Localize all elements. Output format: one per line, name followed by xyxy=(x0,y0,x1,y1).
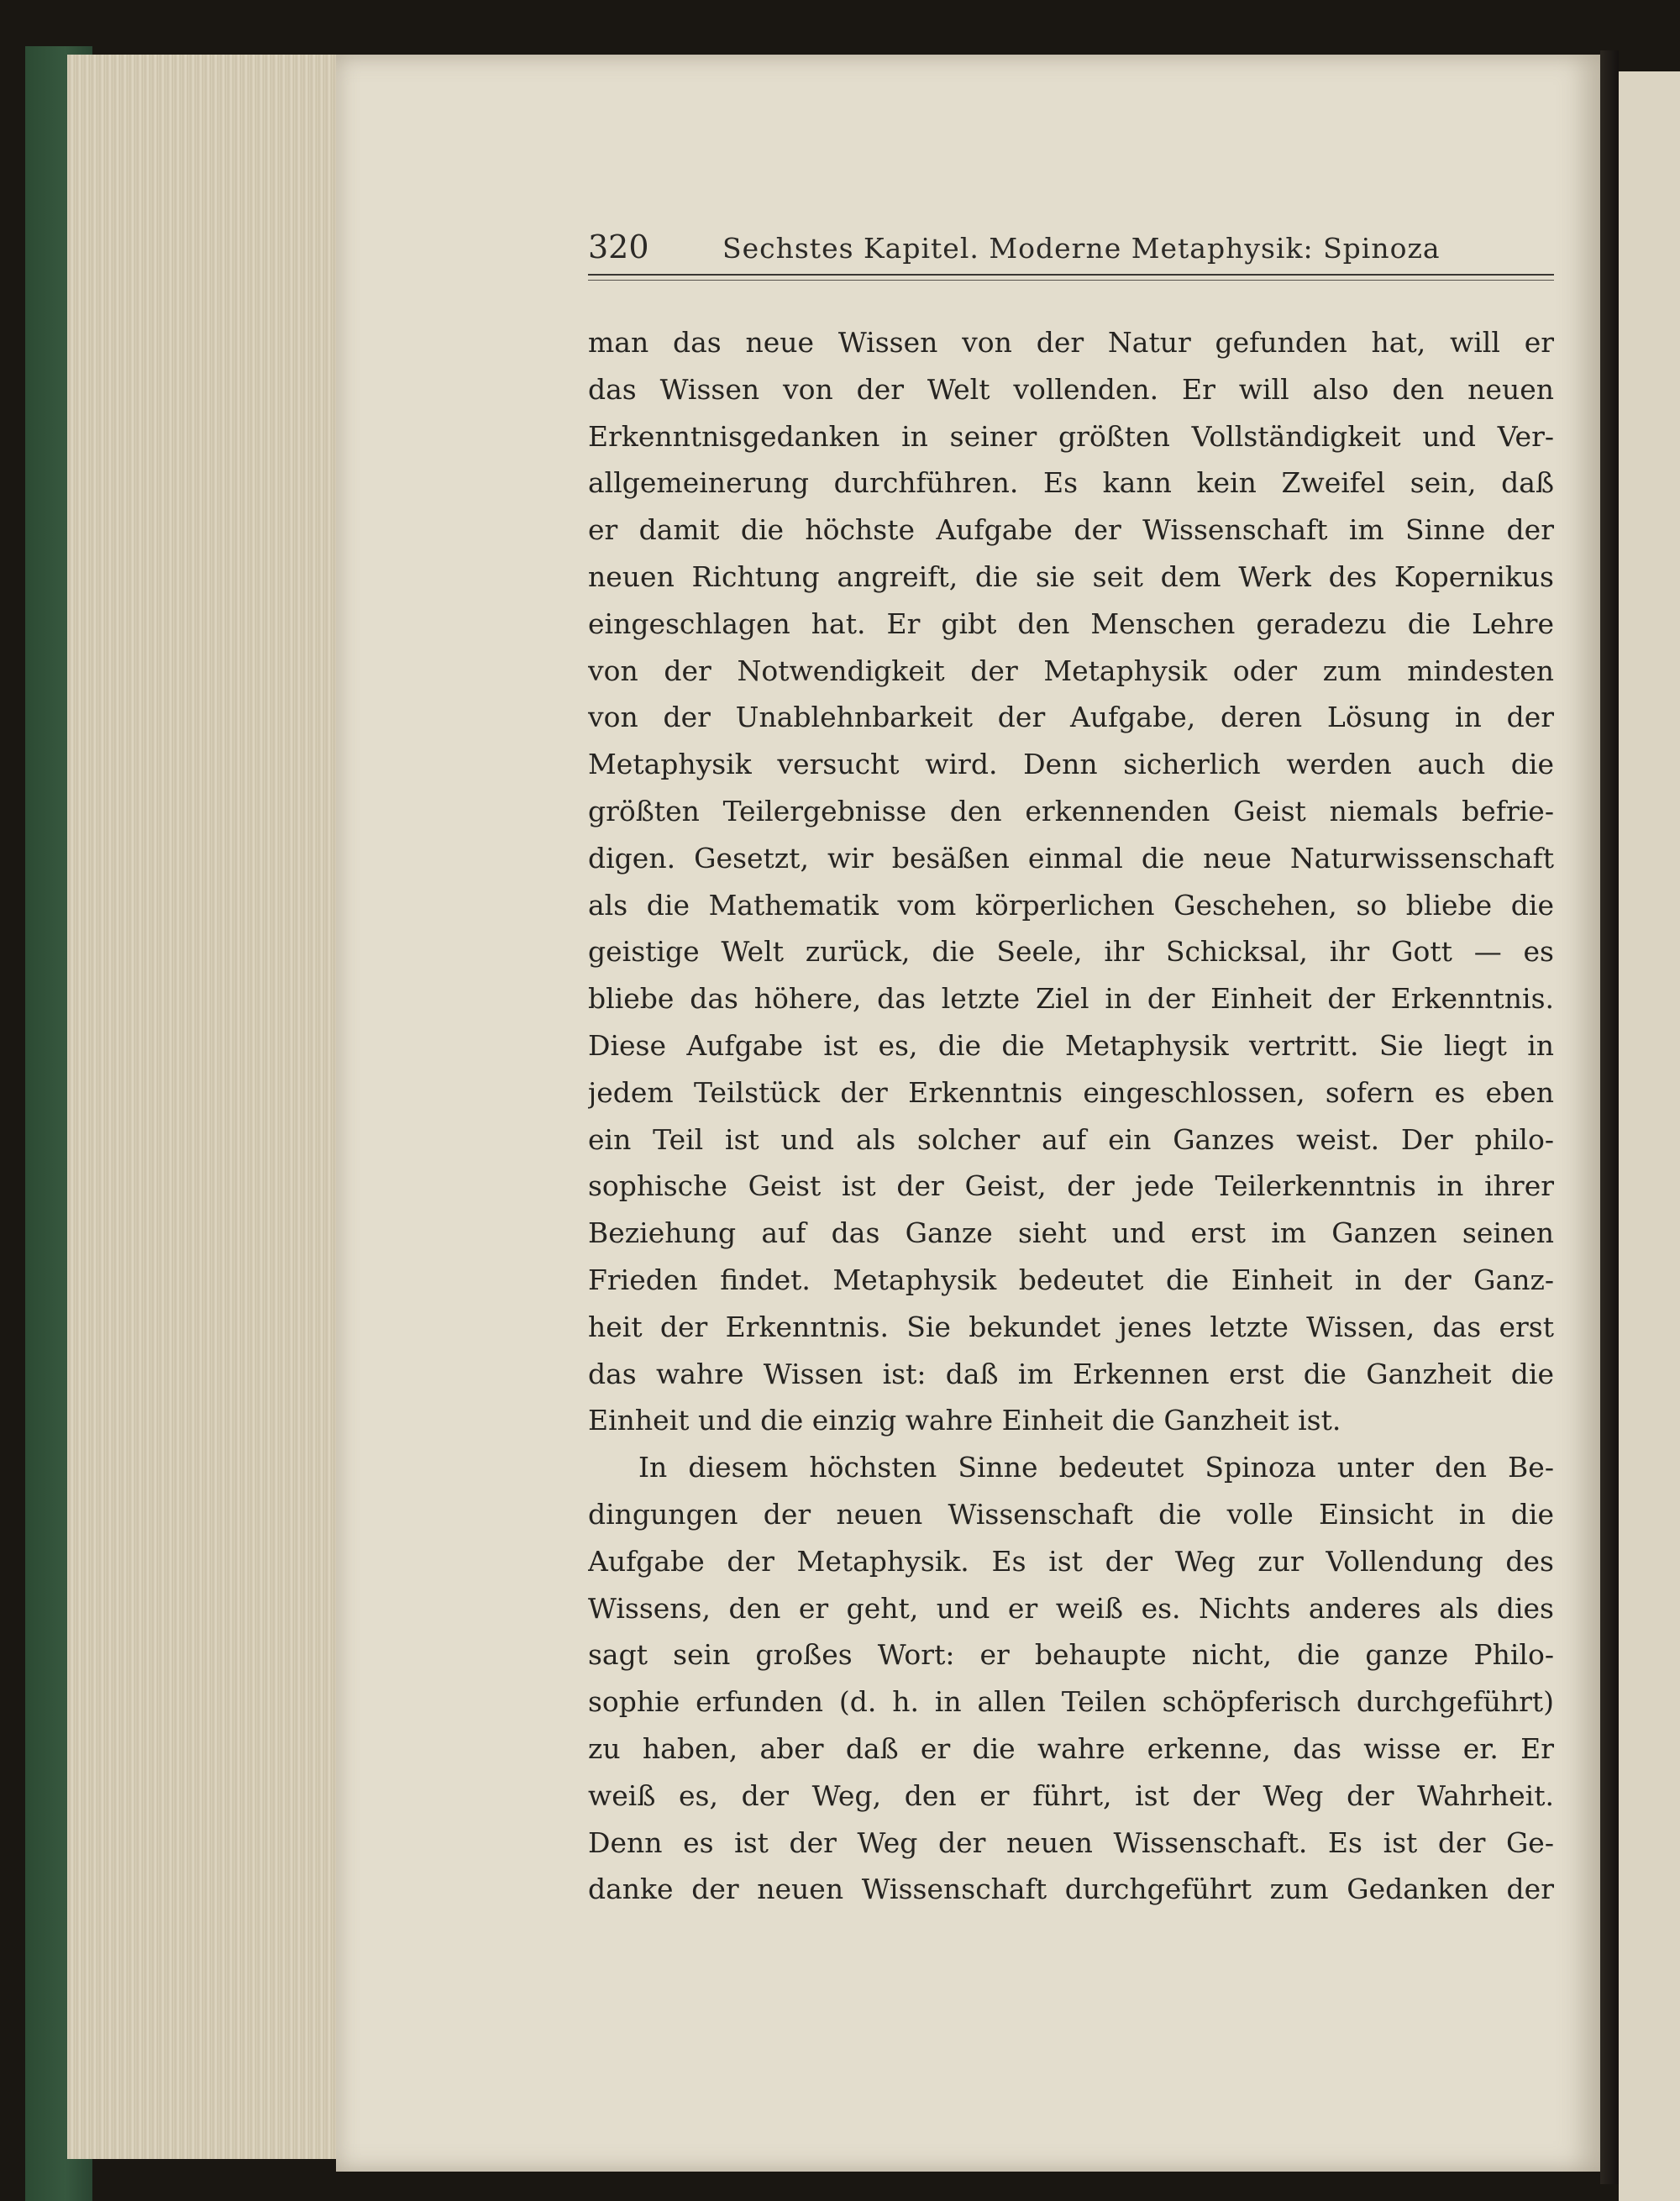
text-line: ein Teil ist und als solcher auf ein Ganzes weist. Der philo- xyxy=(588,1122,1554,1156)
text-line: Aufgabe der Metaphysik. Es ist der Weg zur Vollendung des xyxy=(588,1544,1554,1578)
text-line: man das neue Wissen von der Natur gefunden hat, will er xyxy=(588,326,1554,359)
book-gutter xyxy=(1600,50,1619,2184)
text-line: eingeschlagen hat. Er gibt den Menschen geradezu die Lehre xyxy=(588,607,1554,640)
text-line: allgemeinerung durchführen. Es kann kein Zweifel sein, daß xyxy=(588,466,1554,500)
text-line: dingungen der neuen Wissenschaft die volle Einsicht in die xyxy=(588,1497,1554,1531)
facing-page-edge xyxy=(1619,71,1680,2201)
text-line: neuen Richtung angreift, die sie seit dem Werk des Kopernikus xyxy=(588,559,1554,593)
header-rule xyxy=(588,274,1554,276)
text-line: sophie erfunden (d. h. in allen Teilen schöpferisch durchgeführt) xyxy=(588,1685,1554,1719)
text-line: Wissens, den er geht, und er weiß es. Nichts anderes als dies xyxy=(588,1591,1554,1625)
text-line: von der Notwendigkeit der Metaphysik oder zum mindesten xyxy=(588,654,1554,687)
text-line: sagt sein großes Wort: er behaupte nicht, die ganze Philo- xyxy=(588,1638,1554,1672)
text-line: als die Mathematik vom körperlichen Geschehen, so bliebe die xyxy=(588,888,1554,922)
text-line: bliebe das höhere, das letzte Ziel in der Einheit der Erkenntnis. xyxy=(588,982,1554,1016)
text-line: das wahre Wissen ist: daß im Erkennen erst die Ganzheit die xyxy=(588,1357,1554,1390)
running-head: Sechstes Kapitel. Moderne Metaphysik: Spinoza xyxy=(722,232,1441,265)
text-line: Metaphysik versucht wird. Denn sicherlich werden auch die xyxy=(588,748,1554,781)
text-line: er damit die höchste Aufgabe der Wissenschaft im Sinne der xyxy=(588,513,1554,547)
page-edges xyxy=(67,55,344,2159)
text-line: größten Teilergebnisse den erkennenden Geist niemals befrie- xyxy=(588,794,1554,827)
text-line: digen. Gesetzt, wir besäßen einmal die neue Naturwissenschaft xyxy=(588,841,1554,875)
text-line: Erkenntnisgedanken in seiner größten Vollständigkeit und Ver- xyxy=(588,419,1554,453)
body-text xyxy=(588,319,1554,1913)
paragraph-start-line: In diesem höchsten Sinne bedeutet Spinoza unter den Be- xyxy=(638,1451,1554,1484)
text-line: zu haben, aber daß er die wahre erkenne, das wisse er. Er xyxy=(588,1731,1554,1765)
text-line: von der Unablehnbarkeit der Aufgabe, deren Lösung in der xyxy=(588,701,1554,734)
text-line: weiß es, der Weg, den er führt, ist der Weg der Wahrheit. xyxy=(588,1778,1554,1812)
text-line: Frieden findet. Metaphysik bedeutet die Einheit in der Ganz- xyxy=(588,1263,1554,1296)
text-line: danke der neuen Wissenschaft durchgeführt zum Gedanken der xyxy=(588,1873,1554,1906)
text-line: Denn es ist der Weg der neuen Wissenschaft. Es ist der Ge- xyxy=(588,1825,1554,1859)
text-line: jedem Teilstück der Erkenntnis eingeschlossen, sofern es eben xyxy=(588,1075,1554,1109)
paragraph-end-line: Einheit und die einzig wahre Einheit die Ganzheit ist. xyxy=(588,1404,1341,1437)
text-line: sophische Geist ist der Geist, der jede Teilerkenntnis in ihrer xyxy=(588,1169,1554,1203)
page-header xyxy=(588,229,1554,265)
page-number: 320 xyxy=(588,229,649,265)
text-line: heit der Erkenntnis. Sie bekundet jenes letzte Wissen, das erst xyxy=(588,1310,1554,1343)
text-line: Beziehung auf das Ganze sieht und erst im Ganzen seinen xyxy=(588,1216,1554,1250)
text-line: das Wissen von der Welt vollenden. Er will also den neuen xyxy=(588,372,1554,406)
header-rule-thin xyxy=(588,280,1554,281)
text-line: geistige Welt zurück, die Seele, ihr Schicksal, ihr Gott — es xyxy=(588,935,1554,969)
text-line: Diese Aufgabe ist es, die die Metaphysik vertritt. Sie liegt in xyxy=(588,1028,1554,1062)
